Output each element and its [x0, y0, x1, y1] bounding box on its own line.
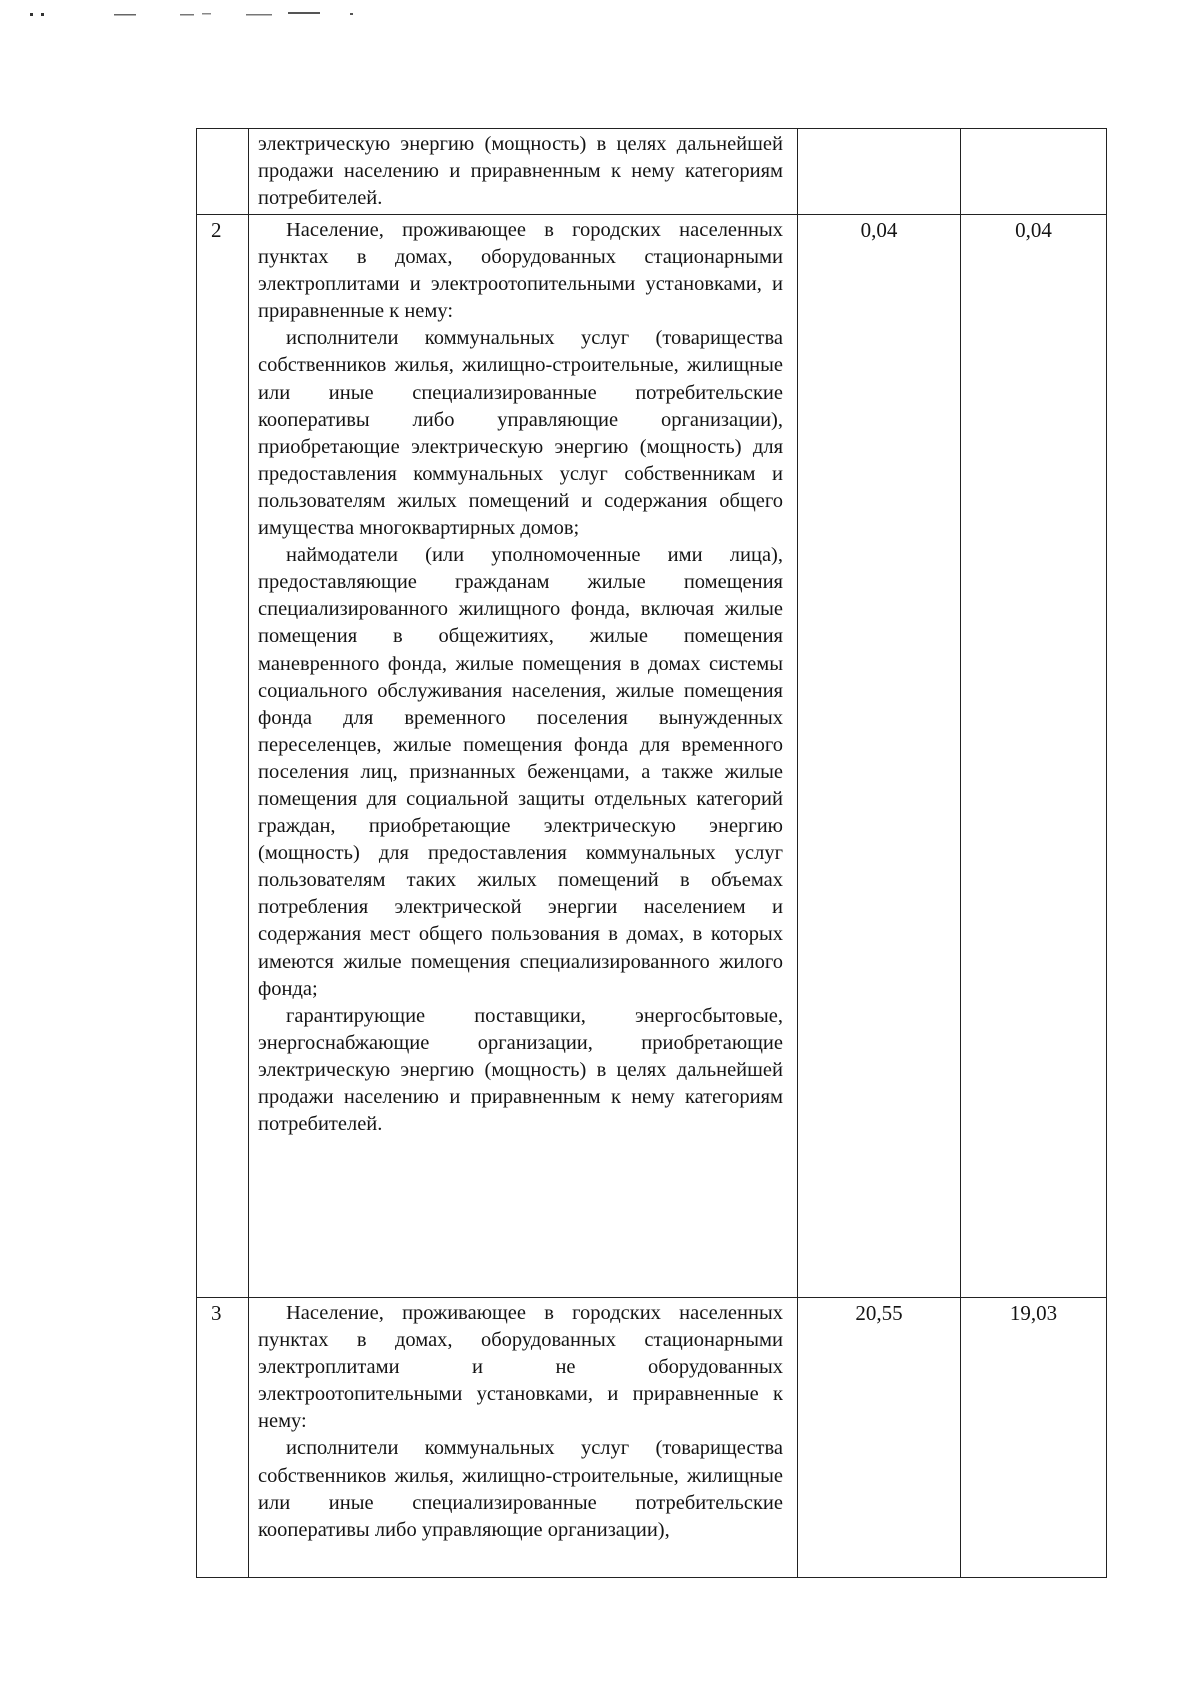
table-row [197, 215, 1107, 1298]
value-column-1: 20,55 [798, 1298, 961, 1578]
tariff-table [196, 128, 1107, 1578]
description-paragraph: наймодатели (или уполномоченные ими лица), предоставляющие гражданам жилые помещения специализированного жилищного фонда, включая жилые помещения в общежитиях, жилые помещения маневренного фонда, жилые помещения в домах системы социального обслуживания населения, жилые помещения фонда для временного поселения вынужденных переселенцев, жилые помещения фонда для временного поселения лиц, признанных беженцами, а также жилые помещения для социальной защиты отдельных категорий граждан, приобретающие электрическую энергию (мощность) для предоставления коммунальных услуг пользователям таких жилых помещений в объемах потребления электрической энергии населением и содержания мест общего пользования в домах, в которых имеются жилые помещения специализированного жилого фонда; [258, 544, 783, 1000]
row-description [249, 129, 798, 215]
description-paragraph: исполнители коммунальных услуг (товарищества собственников жилья, жилищно-строительные, жилищные или иные специализированные потребительские кооперативы либо управляющие организации), приобретающие электрическую энергию (мощность) для предоставления коммунальных услуг собственникам и пользователям жилых помещений и содержания общего имущества многоквартирных домов; [258, 327, 783, 540]
scan-artifact-marks [30, 8, 370, 20]
description-paragraph: исполнители коммунальных услуг (товарищества собственников жилья, жилищно-строительные, жилищные или иные специализированные потребительские кооперативы либо управляющие организации), [258, 1437, 783, 1541]
row-number [197, 129, 249, 215]
description-paragraph: Население, проживающее в городских населенных пунктах в домах, оборудованных стационарными электроплитами и электроотопительными установками, и приравненные к нему: [258, 219, 783, 323]
description-paragraph: гарантирующие поставщики, энергосбытовые, энергоснабжающие организации, приобретающие электрическую энергию (мощность) в целях дальнейшей продажи населению и приравненным к нему категориям потребителей. [258, 1004, 783, 1136]
table-row [197, 1298, 1107, 1578]
description-paragraph: Население, проживающее в городских населенных пунктах в домах, оборудованных стационарными электроплитами и не оборудованных электроотопительными установками, и приравненные к нему: [258, 1302, 783, 1433]
description-paragraph: электрическую энергию (мощность) в целях дальнейшей продажи населению и приравненным к нему категориям потребителей. [258, 133, 783, 210]
row-number: 3 [197, 1298, 249, 1578]
row-number: 2 [197, 215, 249, 1298]
value-column-2 [961, 129, 1107, 215]
value-column-1 [798, 129, 961, 215]
table-row [197, 129, 1107, 215]
value-column-2: 19,03 [961, 1298, 1107, 1578]
value-column-1: 0,04 [798, 215, 961, 1298]
row-description [249, 215, 798, 1298]
value-column-2: 0,04 [961, 215, 1107, 1298]
row-description [249, 1298, 798, 1578]
